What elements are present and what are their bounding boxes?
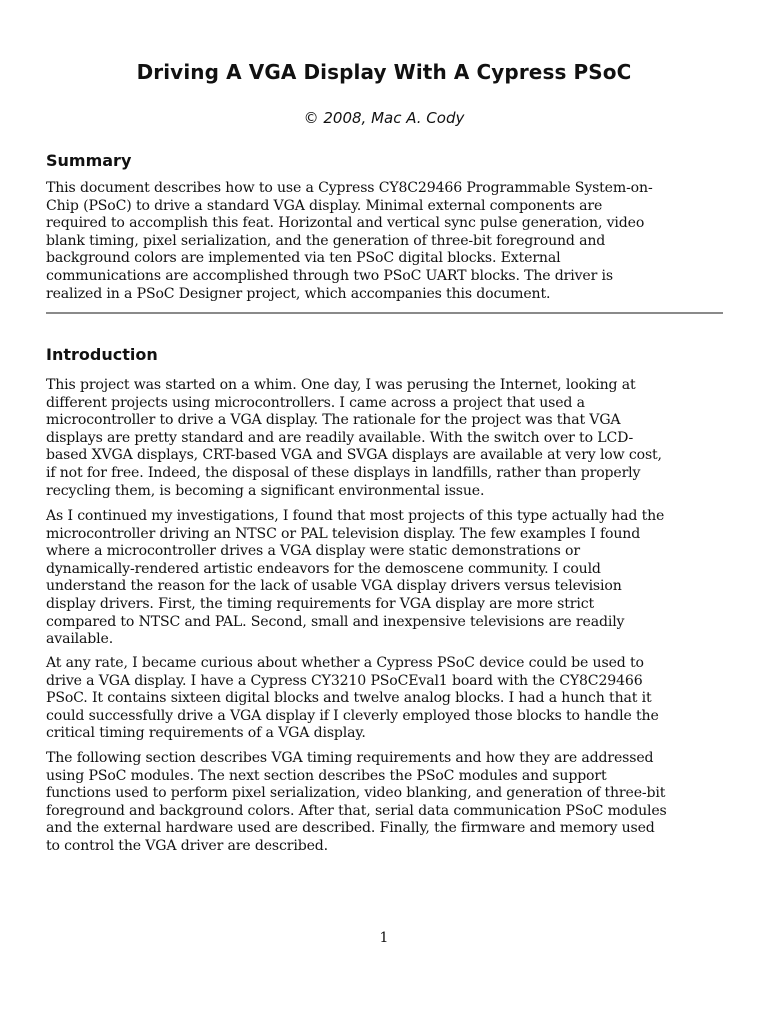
introduction-paragraph: The following section describes VGA timing requirements and how they are addressed using PSoC modules. The next section describes the PSoC modules and support functions used to perform pixel serialization, video blanking, and generation of three-bit foreground and background colors. After that, serial data communication PSoC modules and the external hardware used are described. Finally, the firmware and memory used to control the VGA driver are described.	[46, 750, 667, 854]
introduction-paragraph: This project was started on a whim. One day, I was perusing the Internet, looking at different projects using microcontrollers. I came across a project that used a microcontroller to drive a VGA display. The rationale for the project was that VGA displays are pretty standard and are readily available. With the switch over to LCD- based XVGA displays, CRT-based VGA and SVGA displays are available at very low cost, if not for free. Indeed, the disposal of these displays in landfills, rather than properly recycling them, is becoming a significant environmental issue.	[46, 377, 662, 499]
introduction-paragraph: At any rate, I became curious about whether a Cypress PSoC device could be used to drive a VGA display. I have a Cypress CY3210 PSoCEval1 board with the CY8C29466 PSoC. It contains sixteen digital blocks and twelve analog blocks. I had a hunch that it could successfully drive a VGA display if I cleverly employed those blocks to handle the critical timing requirements of a VGA display.	[46, 655, 659, 742]
introduction-heading: Introduction	[46, 345, 158, 364]
introduction-paragraph: As I continued my investigations, I found that most projects of this type actually had the microcontroller driving an NTSC or PAL television display. The few examples I found where a microcontroller drives a VGA display were static demonstrations or dynamically-rendered artistic endeavors for the demoscene community. I could understand the reason for the lack of usable VGA display drivers versus television display drivers. First, the timing requirements for VGA display are more strict compared to NTSC and PAL. Second, small and inexpensive televisions are readily available.	[46, 508, 665, 648]
document-title: Driving A VGA Display With A Cypress PSoC	[136, 60, 632, 84]
section-divider	[46, 312, 723, 314]
page-number: 1	[379, 930, 389, 946]
copyright-byline: © 2008, Mac A. Cody	[303, 109, 465, 127]
summary-heading: Summary	[46, 151, 132, 170]
summary-paragraph: This document describes how to use a Cypress CY8C29466 Programmable System-on- Chip (PSoC) to drive a standard VGA display. Minimal external components are required to accomplish this feat. Horizontal and vertical sync pulse generation, video blank timing, pixel serialization, and the generation of three-bit foreground and background colors are implemented via ten PSoC digital blocks. External communications are accomplished through two PSoC UART blocks. The driver is realized in a PSoC Designer project, which accompanies this document.	[46, 180, 653, 302]
